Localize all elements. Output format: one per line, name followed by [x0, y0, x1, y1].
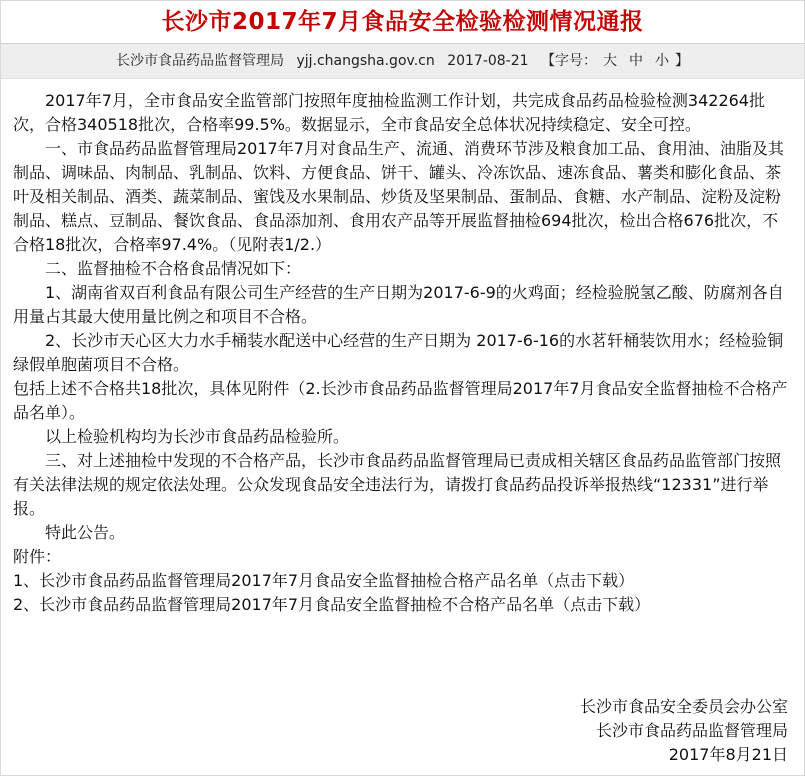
article-title: 长沙市2017年7月食品安全检验检测情况通报 [1, 1, 804, 44]
font-size-medium-link[interactable]: 中 [629, 53, 644, 69]
attachment-item [13, 569, 788, 593]
signature-org-committee: 长沙市食品安全委员会办公室 [579, 697, 788, 716]
meta-date: 2017-08-21 [447, 53, 529, 69]
article-meta-bar [1, 44, 804, 79]
paragraph-institution: 以上检验机构均为长沙市食品药品检验所。 [45, 427, 350, 446]
signature-date: 2017年8月21日 [668, 745, 788, 764]
attachment-item [13, 593, 788, 617]
paragraph-section-two-heading: 二、监督抽检不合格食品情况如下： [45, 259, 302, 278]
paragraph-section-one: 一、市食品药品监督管理局2017年7月对食品生产、流通、消费环节涉及粮食加工品、食用油、油脂及其制品、调味品、肉制品、乳制品、饮料、方便食品、饼干、罐头、冷冻饮品、速冻食品、薯类和膨化食品、茶叶及相关制品、酒类、蔬菜制品、蜜饯及水果制品、炒货及坚果制品、蛋制品、食糖、水产制品、淀粉及淀粉制品、糕点、豆制品、餐饮食品、食品添加剂、食用农产品等开展监督抽检694批次，检出合格676批次，不合格18批次，合格率97.4%。（见附表1/2.） [13, 139, 784, 254]
meta-source: 长沙市食品药品监督管理局 [115, 53, 284, 69]
signature-block [580, 695, 788, 767]
font-size-small-link[interactable]: 小 [655, 53, 670, 69]
paragraph-summary: 2017年7月，全市食品安全监管部门按照年度抽检监测工作计划，共完成食品药品检验检测342264批次，合格340518批次，合格率99.5%。数据显示，全市食品安全总体状况持续稳定、安全可控。 [13, 91, 765, 134]
font-size-switcher [541, 53, 689, 69]
attachment-link-qualified[interactable]: 1、长沙市食品药品监督管理局2017年7月食品安全监督抽检合格产品名单（点击下载） [13, 571, 635, 590]
font-size-label: 【字号： [541, 53, 598, 69]
signature-org-bureau: 长沙市食品药品监督管理局 [595, 721, 788, 740]
font-size-close: 】 [675, 53, 690, 69]
meta-site: yjj.changsha.gov.cn [296, 53, 435, 69]
paragraph-item-two: 2、长沙市天心区大力水手桶装水配送中心经营的生产日期为 2017-6-16的水茗轩桶装饮用水；经检验铜绿假单胞菌项目不合格。 [13, 331, 784, 374]
font-size-large-link[interactable]: 大 [603, 53, 618, 69]
paragraph-notice: 特此公告。 [45, 523, 126, 542]
attachment-link-unqualified[interactable]: 2、长沙市食品药品监督管理局2017年7月食品安全监督抽检不合格产品名单（点击下载） [13, 595, 651, 614]
attachments-label: 附件： [13, 547, 62, 566]
article-body [1, 79, 804, 617]
paragraph-section-three: 三、对上述抽检中发现的不合格产品，长沙市食品药品监督管理局已责成相关辖区食品药品监管部门按照有关法律法规的规定依法处理。公众发现食品安全违法行为，请拨打食品药品投诉举报热线“12331”进行举报。 [13, 451, 782, 518]
paragraph-item-one: 1、湖南省双百利食品有限公司生产经营的生产日期为2017-6-9的火鸡面；经检验脱氢乙酸、防腐剂各自用量占其最大使用量比例之和项目不合格。 [13, 283, 784, 326]
paragraph-total: 包括上述不合格共18批次，具体见附件（2.长沙市食品药品监督管理局2017年7月食品安全监督抽检不合格产品名单）。 [13, 379, 788, 422]
